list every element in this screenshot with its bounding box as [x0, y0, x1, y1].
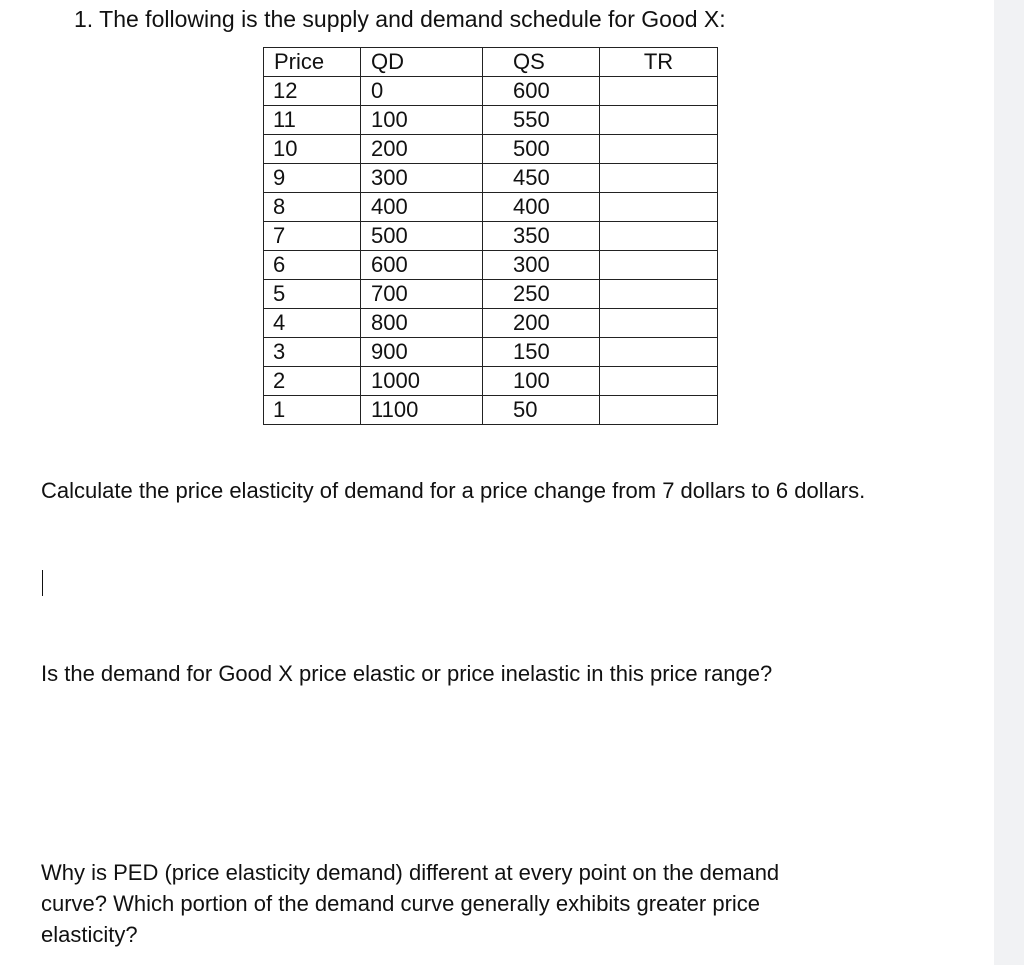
cell-qd: 800 — [361, 309, 483, 338]
cell-tr[interactable] — [600, 164, 718, 193]
cell-qs: 500 — [483, 135, 600, 164]
cell-qd: 900 — [361, 338, 483, 367]
cell-qs: 350 — [483, 222, 600, 251]
table-row — [264, 251, 718, 280]
question-elasticity-calc: Calculate the price elasticity of demand for a price change from 7 dollars to 6 dollars. — [41, 478, 866, 503]
table-body — [264, 77, 718, 425]
question-ped-variation: Why is PED (price elasticity demand) different at every point on the demand curve? Which portion of the demand curve generally exhibits greater price elasticity? — [41, 860, 780, 947]
cell-qs: 600 — [483, 77, 600, 106]
cell-price: 12 — [264, 77, 361, 106]
cell-price: 9 — [264, 164, 361, 193]
table-row — [264, 193, 718, 222]
cell-tr[interactable] — [600, 106, 718, 135]
cell-price: 4 — [264, 309, 361, 338]
table-header-row — [264, 48, 718, 77]
header-tr: TR — [600, 48, 718, 77]
cell-tr[interactable] — [600, 396, 718, 425]
cell-price: 3 — [264, 338, 361, 367]
table-row — [264, 222, 718, 251]
cell-tr[interactable] — [600, 280, 718, 309]
cell-tr[interactable] — [600, 309, 718, 338]
table-row — [264, 106, 718, 135]
supply-demand-table — [263, 47, 718, 425]
table-row — [264, 338, 718, 367]
cell-tr[interactable] — [600, 251, 718, 280]
cell-qs: 300 — [483, 251, 600, 280]
cell-qd: 200 — [361, 135, 483, 164]
cell-qs: 450 — [483, 164, 600, 193]
cell-price: 8 — [264, 193, 361, 222]
cell-price: 10 — [264, 135, 361, 164]
cell-qd: 500 — [361, 222, 483, 251]
header-qd: QD — [361, 48, 483, 77]
cell-price: 1 — [264, 396, 361, 425]
question-heading: 1. The following is the supply and demand schedule for Good X: — [74, 6, 726, 32]
cell-qd: 700 — [361, 280, 483, 309]
cell-qs: 550 — [483, 106, 600, 135]
cell-qs: 100 — [483, 367, 600, 396]
cell-qs: 50 — [483, 396, 600, 425]
cell-price: 5 — [264, 280, 361, 309]
cell-tr[interactable] — [600, 135, 718, 164]
cell-tr[interactable] — [600, 222, 718, 251]
cell-price: 6 — [264, 251, 361, 280]
text-cursor[interactable] — [42, 570, 43, 596]
cell-qd: 400 — [361, 193, 483, 222]
table-row — [264, 280, 718, 309]
cell-qd: 1000 — [361, 367, 483, 396]
question-elastic-inelastic: Is the demand for Good X price elastic or price inelastic in this price range? — [41, 661, 773, 686]
header-qs: QS — [483, 48, 600, 77]
cell-price: 11 — [264, 106, 361, 135]
cell-qs: 400 — [483, 193, 600, 222]
table-row — [264, 135, 718, 164]
cell-qs: 150 — [483, 338, 600, 367]
cell-price: 7 — [264, 222, 361, 251]
table-row — [264, 396, 718, 425]
window-gutter — [994, 0, 1024, 965]
table-row — [264, 164, 718, 193]
cell-qd: 1100 — [361, 396, 483, 425]
cell-tr[interactable] — [600, 77, 718, 106]
cell-qd: 100 — [361, 106, 483, 135]
cell-tr[interactable] — [600, 338, 718, 367]
cell-qd: 0 — [361, 77, 483, 106]
cell-tr[interactable] — [600, 193, 718, 222]
table-row — [264, 77, 718, 106]
cell-price: 2 — [264, 367, 361, 396]
cell-tr[interactable] — [600, 367, 718, 396]
cell-qd: 300 — [361, 164, 483, 193]
header-price: Price — [264, 48, 361, 77]
table-row — [264, 367, 718, 396]
cell-qd: 600 — [361, 251, 483, 280]
table-row — [264, 309, 718, 338]
cell-qs: 200 — [483, 309, 600, 338]
cell-qs: 250 — [483, 280, 600, 309]
